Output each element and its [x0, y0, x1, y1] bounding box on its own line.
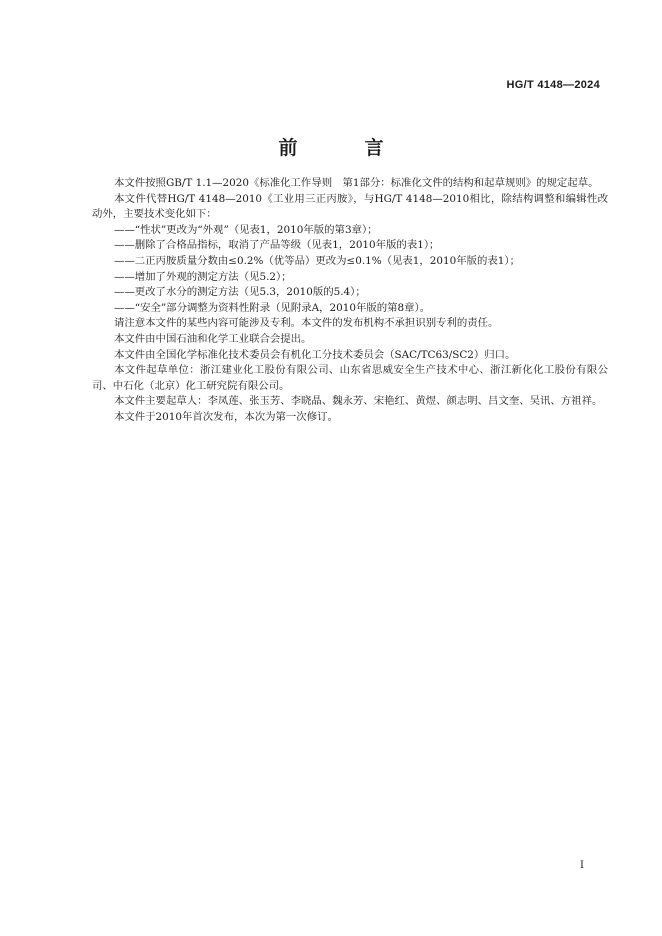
paragraph-drafters: 本文件主要起草人：李凤莲、张玉芳、李晓晶、魏永芳、宋艳红、黄煜、颜志明、吕文奎、吴讯、方祖祥。: [114, 395, 603, 408]
paragraph-committee: 本文件由全国化学标准化技术委员会有机化工分技术委员会（SAC/TC63/SC2）归口。: [114, 348, 516, 361]
change-item: ——增加了外观的测定方法（见5.2）；: [114, 270, 292, 283]
change-item: ——“性状”更改为“外观”（见表1，2010年版的第3章）；: [114, 223, 378, 236]
paragraph-drafting-rules: 本文件按照GB/T 1.1—2020《标准化工作导则 第1部分：标准化文件的结构和起草规则》的规定起草。: [114, 177, 599, 189]
page-number: I: [580, 860, 584, 871]
foreword-body: [92, 176, 608, 426]
paragraph-replaces: 本文件代替HG/T 4148—2010《工业用三正丙胺》，与HG/T 4148—2010相比，除结构调整和编辑性改动外，主要技术变化如下：: [92, 192, 608, 221]
paragraph-patent-notice: 请注意本文件的某些内容可能涉及专利。本文件的发布机构不承担识别专利的责任。: [114, 317, 499, 330]
paragraph-drafting-units: 本文件起草单位：浙江建业化工股份有限公司、山东省思威安全生产技术中心、浙江新化化工股份有限公司、中石化（北京）化工研究院有限公司。: [92, 364, 608, 392]
change-item: ——更改了水分的测定方法（见5.3，2010版的5.4）；: [114, 286, 366, 299]
standard-code: HG/T 4148—2024: [506, 79, 600, 91]
change-item: ——删除了合格品指标，取消了产品等级（见表1，2010年版的表1）；: [114, 239, 440, 252]
page-title: 前 言: [278, 137, 408, 159]
change-item: ——“安全”部分调整为资料性附录（见附录A，2010年版的第8章）。: [114, 301, 431, 314]
change-item: ——二正丙胺质量分数由≤0.2%（优等品）更改为≤0.1%（见表1，2010年版的表1）；: [114, 254, 520, 267]
paragraph-publication-history: 本文件于2010年首次发布，本次为第一次修订。: [114, 410, 338, 423]
paragraph-proposer: 本文件由中国石油和化学工业联合会提出。: [114, 332, 312, 345]
